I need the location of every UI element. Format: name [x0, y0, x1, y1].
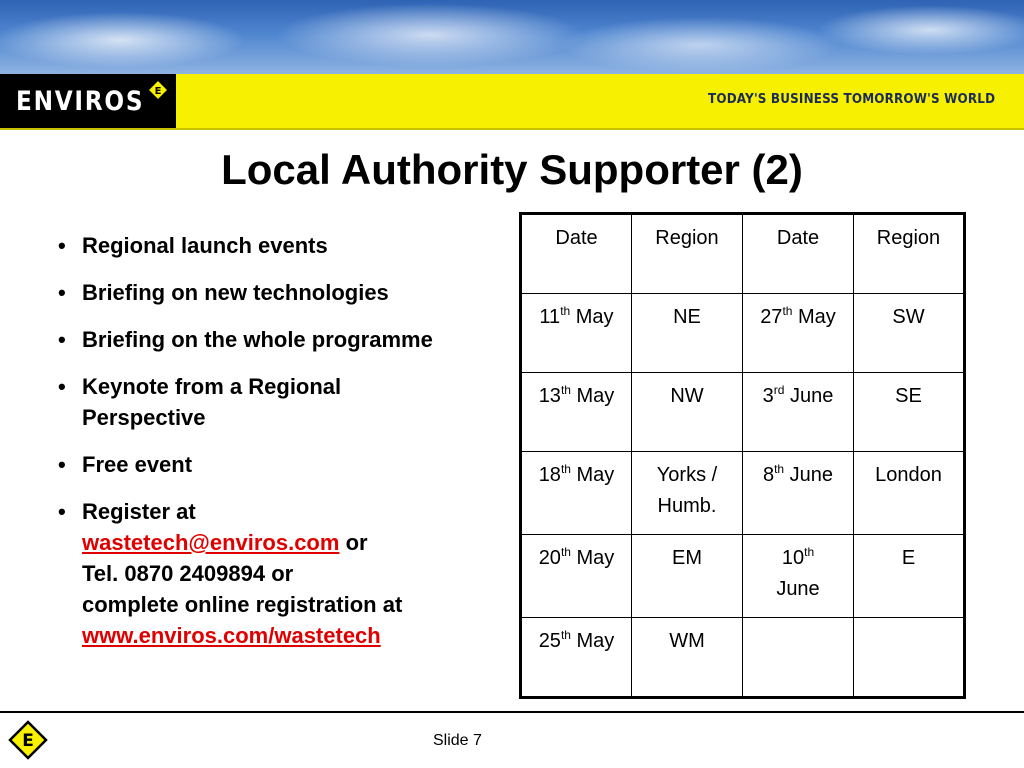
date-cell: 20th May: [521, 535, 632, 618]
table-row: [521, 294, 965, 373]
register-text: Register at: [82, 499, 196, 524]
table-row: [521, 535, 965, 618]
or-text: or: [345, 530, 368, 555]
table-row: [521, 373, 965, 452]
bullet-item: • Free event: [58, 452, 193, 477]
header-region: Region: [854, 214, 965, 294]
date-cell: 25th May: [521, 618, 632, 698]
bullet-text: Briefing on the whole programme: [82, 327, 433, 352]
date-cell: 3rd June: [743, 373, 854, 452]
bullet-item-register: • Register at wastetech@enviros.com or Tel. 0870 2409894 or complete online registration at www.enviros.com/wastetech: [58, 496, 498, 651]
region-cell: Yorks / Humb.: [632, 452, 743, 535]
brand-logo-text: ENVIROS: [16, 86, 145, 117]
bullet-text: Regional launch events: [82, 233, 328, 258]
region-cell: SE: [854, 373, 965, 452]
enviros-e-footer-icon: [8, 720, 48, 760]
tagline: TODAY'S BUSINESS TOMORROW'S WORLD: [708, 92, 996, 107]
schedule-table: [519, 212, 966, 699]
bullet-list: [58, 230, 498, 667]
region-cell: London: [854, 452, 965, 535]
bullet-item: • Briefing on new technologies: [58, 280, 389, 305]
header-date: Date: [521, 214, 632, 294]
date-cell: 18th May: [521, 452, 632, 535]
slide-title: Local Authority Supporter (2): [221, 146, 803, 193]
region-cell: SW: [854, 294, 965, 373]
website-link[interactable]: www.enviros.com/wastetech: [82, 623, 381, 648]
enviros-e-icon: [147, 79, 169, 101]
header-region: Region: [632, 214, 743, 294]
sky-banner: [0, 0, 1024, 74]
bullet-text: Free event: [82, 452, 193, 477]
empty-cell: [854, 618, 965, 698]
date-cell: 11th May: [521, 294, 632, 373]
table-row: [521, 618, 965, 698]
region-cell: EM: [632, 535, 743, 618]
email-link[interactable]: wastetech@enviros.com: [82, 530, 340, 555]
bullet-item: • Briefing on the whole programme: [58, 327, 433, 352]
table-header-row: [521, 214, 965, 294]
phone-text: Tel. 0870 2409894 or: [82, 561, 294, 586]
bullet-item: • Keynote from a Regional Perspective: [58, 371, 498, 433]
date-cell: 13th May: [521, 373, 632, 452]
region-cell: NW: [632, 373, 743, 452]
bullet-item: • Regional launch events: [58, 233, 328, 258]
enviros-e-letter: E: [154, 86, 162, 97]
bullet-text-continued: Perspective: [82, 405, 206, 430]
header-date: Date: [743, 214, 854, 294]
empty-cell: [743, 618, 854, 698]
table-row: [521, 452, 965, 535]
slide-number: Slide 7: [433, 732, 482, 749]
region-cell: WM: [632, 618, 743, 698]
footer-e-letter: E: [22, 731, 34, 751]
bullet-text: Keynote from a Regional: [82, 374, 342, 399]
bullet-text: Briefing on new technologies: [82, 280, 389, 305]
date-cell: 27th May: [743, 294, 854, 373]
region-cell: E: [854, 535, 965, 618]
date-cell: 8th June: [743, 452, 854, 535]
footer-divider: [0, 711, 1024, 713]
online-registration-text: complete online registration at: [82, 592, 403, 617]
date-cell: 10th June: [743, 535, 854, 618]
region-cell: NE: [632, 294, 743, 373]
